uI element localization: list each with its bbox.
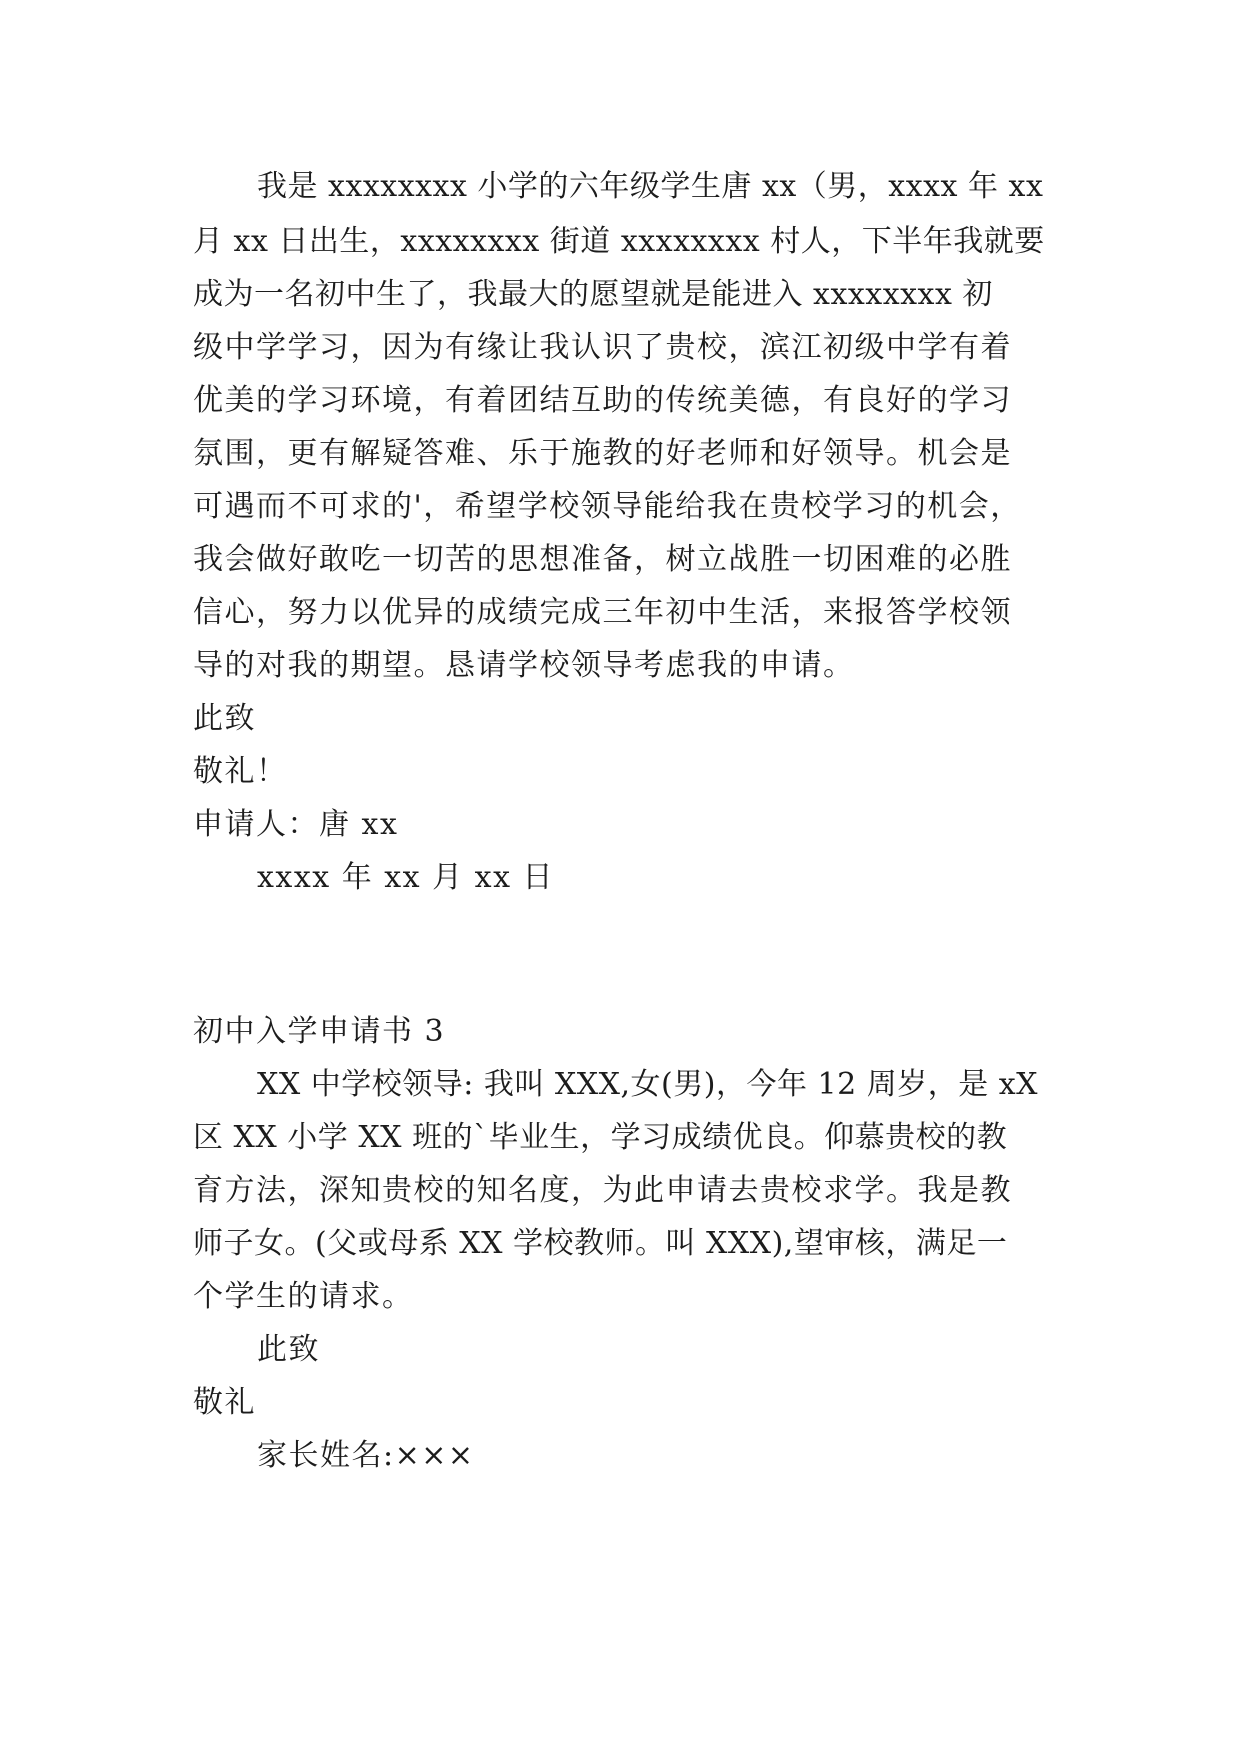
letter1-body-line: 信心，努力以优异的成绩完成三年初中生活，来报答学校领 xyxy=(193,595,1012,630)
letter1-body-line: 月 xx 日出生，xxxxxxxx 街道 xxxxxxxx 村人，下半年我就要 xyxy=(193,224,1045,259)
letter2-body-line: 师子女。(父或母系 XX 学校教师。叫 XXX),望审核，满足一 xyxy=(193,1226,1008,1261)
letter1-closing-jingli: 敬礼！ xyxy=(193,754,288,789)
letter2-body-line: 区 XX 小学 XX 班的`毕业生，学习成绩优良。仰慕贵校的教 xyxy=(193,1120,1008,1155)
letter2-body-line: 个学生的请求。 xyxy=(193,1279,414,1314)
letter1-closing-cizhi: 此致 xyxy=(193,701,256,736)
letter1-body-line: 氛围，更有解疑答难、乐于施教的好老师和好领导。机会是 xyxy=(193,436,1012,471)
letter1-body-line: 优美的学习环境，有着团结互助的传统美德，有良好的学习 xyxy=(193,383,1012,418)
letter1-applicant: 申请人：唐 xx xyxy=(193,807,399,842)
letter1-body-line: 成为一名初中生了，我最大的愿望就是能进入 xxxxxxxx 初 xyxy=(193,277,993,312)
letter1-body-line: 级中学学习，因为有缘让我认识了贵校，滨江初级中学有着 xyxy=(193,330,1012,365)
letter1-body-line: 我是 xxxxxxxx 小学的六年级学生唐 xx（男，xxxx 年 xx xyxy=(257,169,1044,204)
letter2-body-line: 育方法，深知贵校的知名度，为此申请去贵校求学。我是教 xyxy=(193,1173,1012,1208)
letter2-closing-jingli: 敬礼 xyxy=(193,1385,256,1420)
letter2-closing-cizhi: 此致 xyxy=(257,1332,320,1367)
letter2-title: 初中入学申请书 3 xyxy=(193,1014,446,1049)
letter2-body-line: XX 中学校领导: 我叫 XXX,女(男)，今年 12 周岁，是 xX xyxy=(257,1067,1039,1102)
letter1-body-line: 我会做好敢吃一切苦的思想准备，树立战胜一切困难的必胜 xyxy=(193,542,1012,577)
letter1-date: xxxx 年 xx 月 xx 日 xyxy=(257,860,555,895)
letter1-body-line: 导的对我的期望。恳请学校领导考虑我的申请。 xyxy=(193,648,855,683)
letter2-parent-name: 家长姓名:××× xyxy=(257,1438,475,1473)
letter1-body-line: 可遇而不可求的'，希望学校领导能给我在贵校学习的机会， xyxy=(193,489,1022,524)
